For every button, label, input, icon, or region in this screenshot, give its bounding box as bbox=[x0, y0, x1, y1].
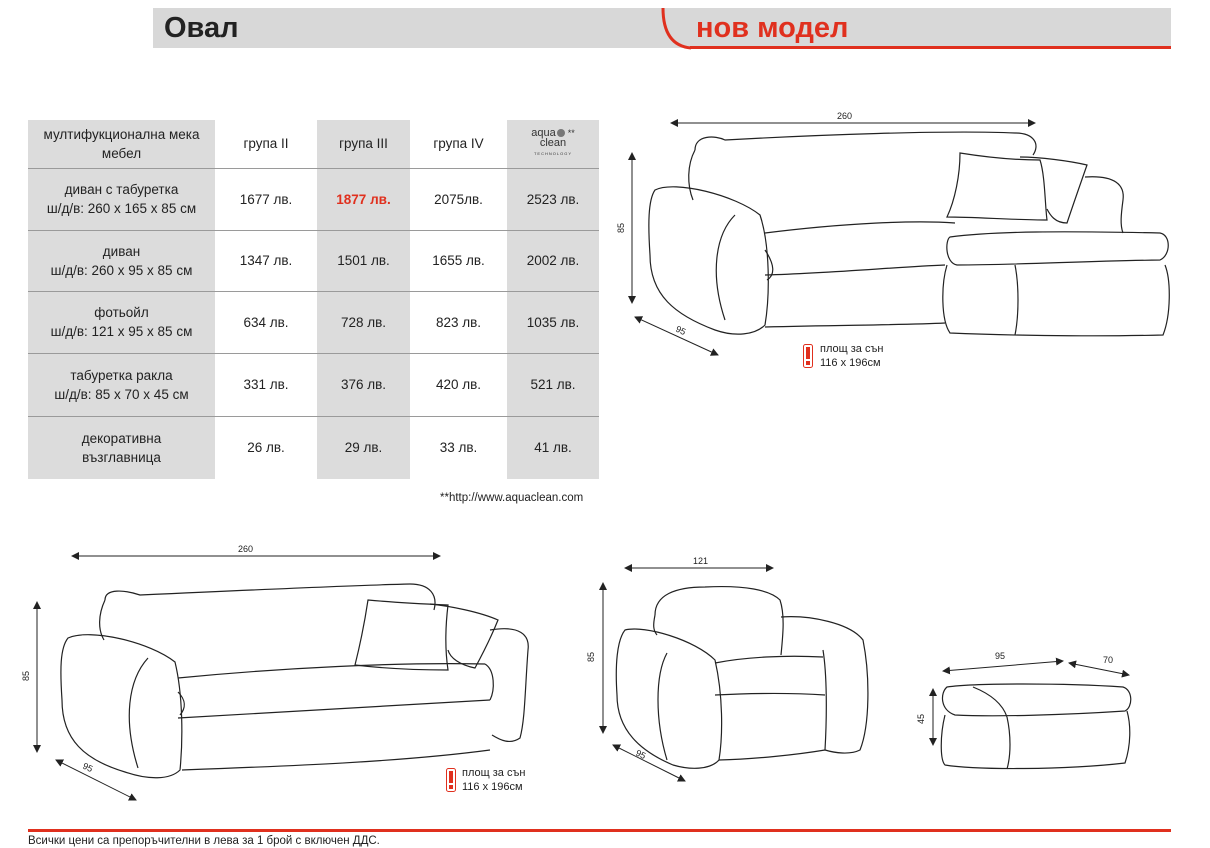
product-name: табуретка ракла bbox=[70, 367, 173, 383]
product-name-line2: възглавница bbox=[82, 449, 161, 465]
price-cell: 1677 лв. bbox=[239, 191, 293, 207]
table-header-group-4: група IV bbox=[433, 136, 484, 152]
dim-depth: 95 bbox=[634, 747, 648, 762]
price-cell-highlight: 1877 лв. bbox=[317, 168, 410, 230]
table-row bbox=[28, 291, 599, 353]
aquaclean-dot-icon bbox=[557, 129, 565, 137]
product-name: фотьойл bbox=[94, 305, 149, 320]
dim-height: 85 bbox=[586, 651, 596, 662]
product-name: диван bbox=[102, 243, 141, 259]
table-row bbox=[28, 416, 599, 479]
price-cell: 823 лв. bbox=[435, 314, 482, 330]
armchair-drawing bbox=[585, 555, 885, 795]
price-cell: 29 лв. bbox=[317, 416, 410, 479]
product-name: декоративна bbox=[81, 430, 162, 446]
product-dimensions: ш/д/в: 85 x 70 x 45 см bbox=[54, 386, 189, 402]
header-red-underline bbox=[690, 46, 1171, 49]
product-dimensions: ш/д/в: 260 x 165 x 85 см bbox=[46, 201, 197, 216]
price-cell: 1655 лв. bbox=[432, 253, 485, 268]
aquaclean-suffix: ** bbox=[567, 127, 575, 138]
product-dimensions: ш/д/в: 121 x 95 x 85 см bbox=[50, 324, 193, 339]
aquaclean-logo-line3: TECHNOLOGY bbox=[533, 150, 572, 156]
price-cell: 1035 лв. bbox=[507, 291, 599, 353]
sleep-area-label: площ за сън bbox=[820, 343, 884, 355]
price-cell: 26 лв. bbox=[247, 440, 285, 456]
dim-width: 260 bbox=[837, 111, 853, 121]
dim-height: 45 bbox=[916, 713, 926, 724]
header-red-swoosh bbox=[661, 8, 701, 50]
price-cell: 2523 лв. bbox=[507, 168, 599, 230]
product-name: диван с табуретка bbox=[64, 182, 179, 197]
table-row bbox=[28, 168, 599, 230]
ottoman-drawing bbox=[915, 645, 1145, 775]
price-cell: 331 лв. bbox=[243, 377, 289, 392]
price-table bbox=[28, 120, 599, 479]
table-header-row bbox=[28, 120, 599, 168]
sleep-area-size: 116 x 196см bbox=[462, 781, 523, 793]
price-cell: 41 лв. bbox=[507, 416, 599, 479]
page-title: Овал bbox=[164, 12, 239, 44]
dim-width: 121 bbox=[693, 556, 709, 566]
price-cell: 728 лв. bbox=[317, 291, 410, 353]
aquaclean-logo-line2: clean bbox=[539, 136, 567, 149]
footer-divider bbox=[28, 829, 1171, 832]
aquaclean-logo bbox=[507, 120, 599, 168]
table-header-group-3: група III bbox=[317, 120, 410, 168]
warning-icon bbox=[446, 768, 456, 797]
price-cell: 2002 лв. bbox=[507, 230, 599, 291]
sleep-area-note bbox=[462, 766, 525, 794]
dim-height: 85 bbox=[616, 222, 626, 233]
price-cell: 634 лв. bbox=[243, 314, 289, 330]
price-cell: 1501 лв. bbox=[317, 230, 410, 291]
dim-depth: 95 bbox=[81, 760, 95, 775]
price-cell: 2075лв. bbox=[434, 191, 483, 207]
dim-depth: 70 bbox=[1103, 655, 1114, 665]
price-cell: 420 лв. bbox=[435, 377, 482, 392]
warning-icon bbox=[803, 344, 813, 373]
footnote-url: **http://www.aquaclean.com bbox=[440, 492, 584, 504]
dim-depth: 95 bbox=[674, 323, 688, 338]
table-header-group-2: група II bbox=[243, 136, 289, 152]
table-row bbox=[28, 353, 599, 416]
aquaclean-logo-line1: aqua bbox=[531, 126, 556, 139]
dim-width: 260 bbox=[238, 544, 254, 554]
corner-sofa-drawing bbox=[615, 105, 1185, 365]
table-header-product: мултифукционална мека мебел bbox=[28, 120, 215, 168]
dim-height: 85 bbox=[21, 670, 31, 681]
new-model-tag: нов модел bbox=[696, 12, 849, 44]
product-dimensions: ш/д/в: 260 x 95 x 85 см bbox=[50, 262, 193, 278]
price-cell: 376 лв. bbox=[317, 353, 410, 416]
sleep-area-size: 116 x 196см bbox=[820, 357, 881, 369]
footer-note: Всички цени са препоръчителни в лева за 1 брой с включен ДДС. bbox=[28, 835, 380, 847]
price-cell: 521 лв. bbox=[507, 353, 599, 416]
price-cell: 1347 лв. bbox=[239, 253, 293, 268]
price-cell: 33 лв. bbox=[439, 440, 478, 456]
sleep-area-note bbox=[820, 342, 883, 370]
dim-width: 95 bbox=[995, 651, 1006, 661]
table-row bbox=[28, 230, 599, 291]
sleep-area-label: площ за сън bbox=[462, 767, 526, 779]
